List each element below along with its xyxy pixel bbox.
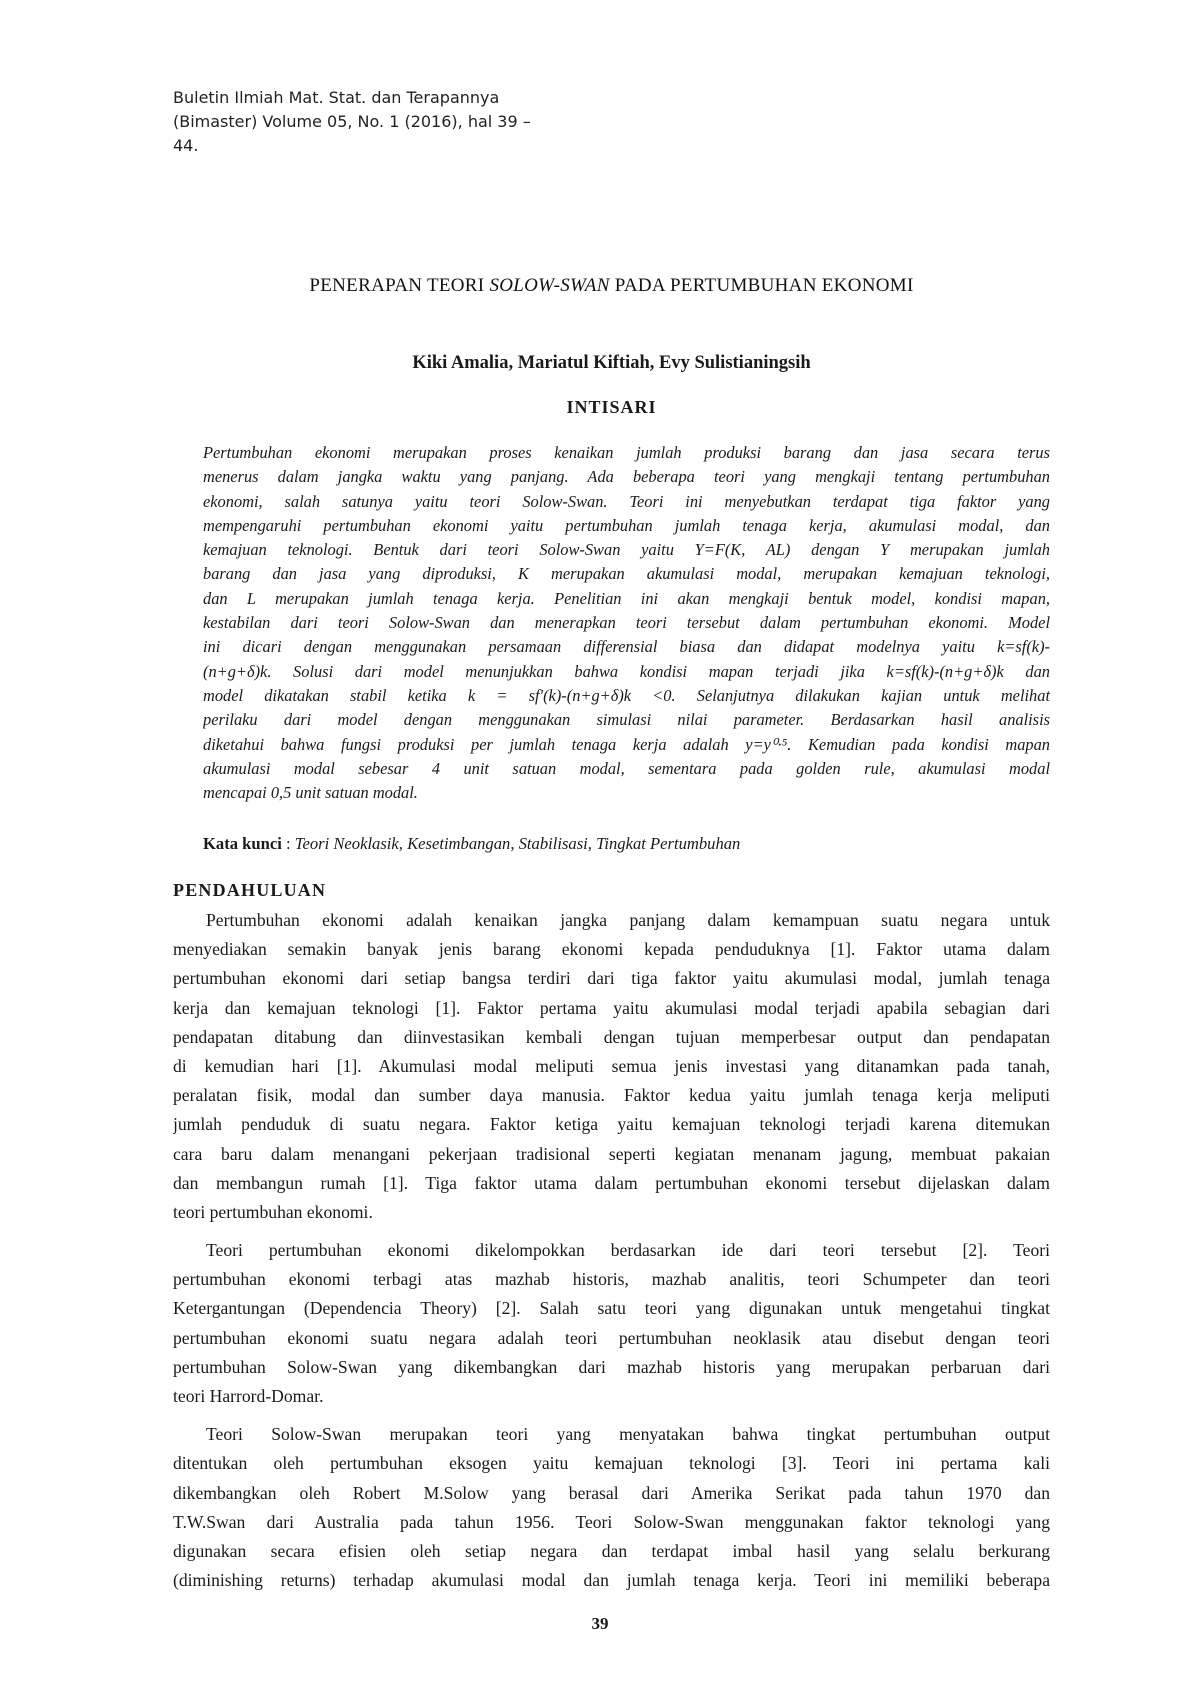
introduction-body [173, 906, 1050, 1595]
keywords [203, 834, 740, 854]
journal-header [173, 86, 593, 158]
abstract-heading: INTISARI [566, 397, 657, 417]
abstract-line: akumulasi modal sebesar 4 unit satuan modal, sementara pada golden rule, akumulasi modal [203, 758, 1050, 778]
paragraph-gap [173, 1411, 1050, 1420]
body-line: Pertumbuhan ekonomi adalah kenaikan jangka panjang dalam kemampuan suatu negara untuk [206, 910, 1050, 930]
abstract-line: kemajuan teknologi. Bentuk dari teori Solow-Swan yaitu Y=F(K, AL) dengan Y merupakan jumlah [203, 540, 1050, 560]
keywords-separator: : [281, 834, 295, 853]
journal-line-2: (Bimaster) Volume 05, No. 1 (2016), hal 39 – [173, 112, 531, 131]
body-line: menyediakan semakin banyak jenis barang ekonomi kepada penduduknya [1]. Faktor utama dalam [173, 939, 1050, 960]
paper-title [173, 275, 1050, 297]
journal-line-1: Buletin Ilmiah Mat. Stat. dan Terapannya [173, 88, 500, 107]
body-line: kerja dan kemajuan teknologi [1]. Faktor pertama yaitu akumulasi modal terjadi apabila sebagian dari [173, 997, 1050, 1018]
body-line: (diminishing returns) terhadap akumulasi modal dan jumlah tenaga kerja. Teori ini memiliki beberapa [173, 1570, 1050, 1591]
abstract-line: Pertumbuhan ekonomi merupakan proses kenaikan jumlah produksi barang dan jasa secara terus [203, 443, 1050, 462]
keywords-text: Teori Neoklasik, Kesetimbangan, Stabilisasi, Tingkat Pertumbuhan [294, 834, 741, 853]
title-prefix: PENERAPAN TEORI [309, 275, 490, 296]
abstract-line: kestabilan dari teori Solow-Swan dan menerapkan teori tersebut dalam pertumbuhan ekonomi. Model [203, 613, 1050, 633]
title-suffix: PADA PERTUMBUHAN EKONOMI [609, 275, 914, 296]
body-line: pertumbuhan ekonomi terbagi atas mazhab historis, mazhab analitis, teori Schumpeter dan teori [173, 1269, 1050, 1290]
abstract-line: mencapai 0,5 unit satuan modal. [203, 783, 418, 803]
body-line: pertumbuhan ekonomi dari setiap bangsa terdiri dari tiga faktor yaitu akumulasi modal, jumlah tenaga [173, 968, 1050, 989]
author-list: Kiki Amalia, Mariatul Kiftiah, Evy Sulistianingsih [412, 353, 811, 373]
body-line: pertumbuhan ekonomi suatu negara adalah teori pertumbuhan neoklasik atau disebut dengan teori [173, 1327, 1050, 1348]
abstract-line: menerus dalam jangka waktu yang panjang. Ada beberapa teori yang mengkaji tentang pertumbuhan [203, 467, 1050, 487]
paragraph-gap [173, 1227, 1050, 1236]
abstract-line: dan L merupakan jumlah tenaga kerja. Penelitian ini akan mengkaji bentuk model, kondisi mapan, [203, 588, 1050, 608]
page-number: 39 [591, 1614, 609, 1633]
abstract-line: mempengaruhi pertumbuhan ekonomi yaitu pertumbuhan jumlah tenaga kerja, akumulasi modal, dan [203, 515, 1050, 535]
abstract-line: ini dicari dengan menggunakan persamaan differensial biasa dan didapat modelnya yaitu k=sf(k)- [203, 637, 1050, 657]
abstract-line: perilaku dari model dengan menggunakan simulasi nilai parameter. Berdasarkan hasil analisis [203, 710, 1050, 730]
body-line: Teori Solow-Swan merupakan teori yang menyatakan bahwa tingkat pertumbuhan output [206, 1424, 1050, 1445]
body-line: T.W.Swan dari Australia pada tahun 1956. Teori Solow-Swan menggunakan faktor teknologi yang [173, 1511, 1050, 1532]
abstract-line: diketahui bahwa fungsi produksi per jumlah tenaga kerja adalah y=y⁰·⁵. Kemudian pada kondisi mapan [203, 734, 1050, 754]
abstract-line: (n+g+δ)k. Solusi dari model menunjukkan bahwa kondisi mapan terjadi jika k=sf(k)-(n+g+δ)k dan [203, 661, 1050, 681]
keywords-label: Kata kunci [203, 834, 282, 853]
title-italic: SOLOW-SWAN [489, 275, 610, 296]
journal-line-3: 44. [173, 136, 199, 155]
body-line: Ketergantungan (Dependencia Theory) [2]. Salah satu teori yang digunakan untuk mengetahui tingkat [173, 1298, 1050, 1319]
body-line: Teori pertumbuhan ekonomi dikelompokkan berdasarkan ide dari teori tersebut [2]. Teori [206, 1240, 1050, 1261]
abstract-body [203, 441, 1050, 805]
section-heading: PENDAHULUAN [173, 880, 327, 900]
body-line: di kemudian hari [1]. Akumulasi modal meliputi semua jenis investasi yang ditanamkan pada tanah, [173, 1055, 1050, 1076]
body-line: dan membangun rumah [1]. Tiga faktor utama dalam pertumbuhan ekonomi tersebut dijelaskan dalam [173, 1172, 1050, 1193]
body-line: digunakan secara efisien oleh setiap negara dan terdapat imbal hasil yang selalu berkurang [173, 1540, 1050, 1561]
body-line: pendapatan ditabung dan diinvestasikan kembali dengan tujuan memperbesar output dan pendapatan [173, 1026, 1050, 1047]
abstract-line: model dikatakan stabil ketika k = sf′(k)-(n+g+δ)k <0. Selanjutnya dilakukan kajian untuk melihat [203, 685, 1050, 705]
abstract-line: ekonomi, salah satunya yaitu teori Solow-Swan. Teori ini menyebutkan terdapat tiga faktor yang [203, 491, 1050, 511]
body-line: dikembangkan oleh Robert M.Solow yang berasal dari Amerika Serikat pada tahun 1970 dan [173, 1482, 1050, 1503]
abstract-line: barang dan jasa yang diproduksi, K merupakan akumulasi modal, merupakan kemajuan teknologi, [203, 564, 1050, 584]
body-line: jumlah penduduk di suatu negara. Faktor ketiga yaitu kemajuan teknologi terjadi karena ditemukan [173, 1114, 1050, 1135]
body-line: peralatan fisik, modal dan sumber daya manusia. Faktor kedua yaitu jumlah tenaga kerja meliputi [173, 1085, 1050, 1106]
body-line: cara baru dalam menangani pekerjaan tradisional seperti kegiatan menanam jagung, membuat pakaian [173, 1143, 1050, 1164]
body-line: pertumbuhan Solow-Swan yang dikembangkan dari mazhab historis yang merupakan perbaruan dari [173, 1356, 1050, 1377]
body-line: teori pertumbuhan ekonomi. [173, 1201, 373, 1222]
body-line: ditentukan oleh pertumbuhan eksogen yaitu kemajuan teknologi [3]. Teori ini pertama kali [173, 1453, 1050, 1474]
body-line: teori Harrord-Domar. [173, 1386, 324, 1406]
